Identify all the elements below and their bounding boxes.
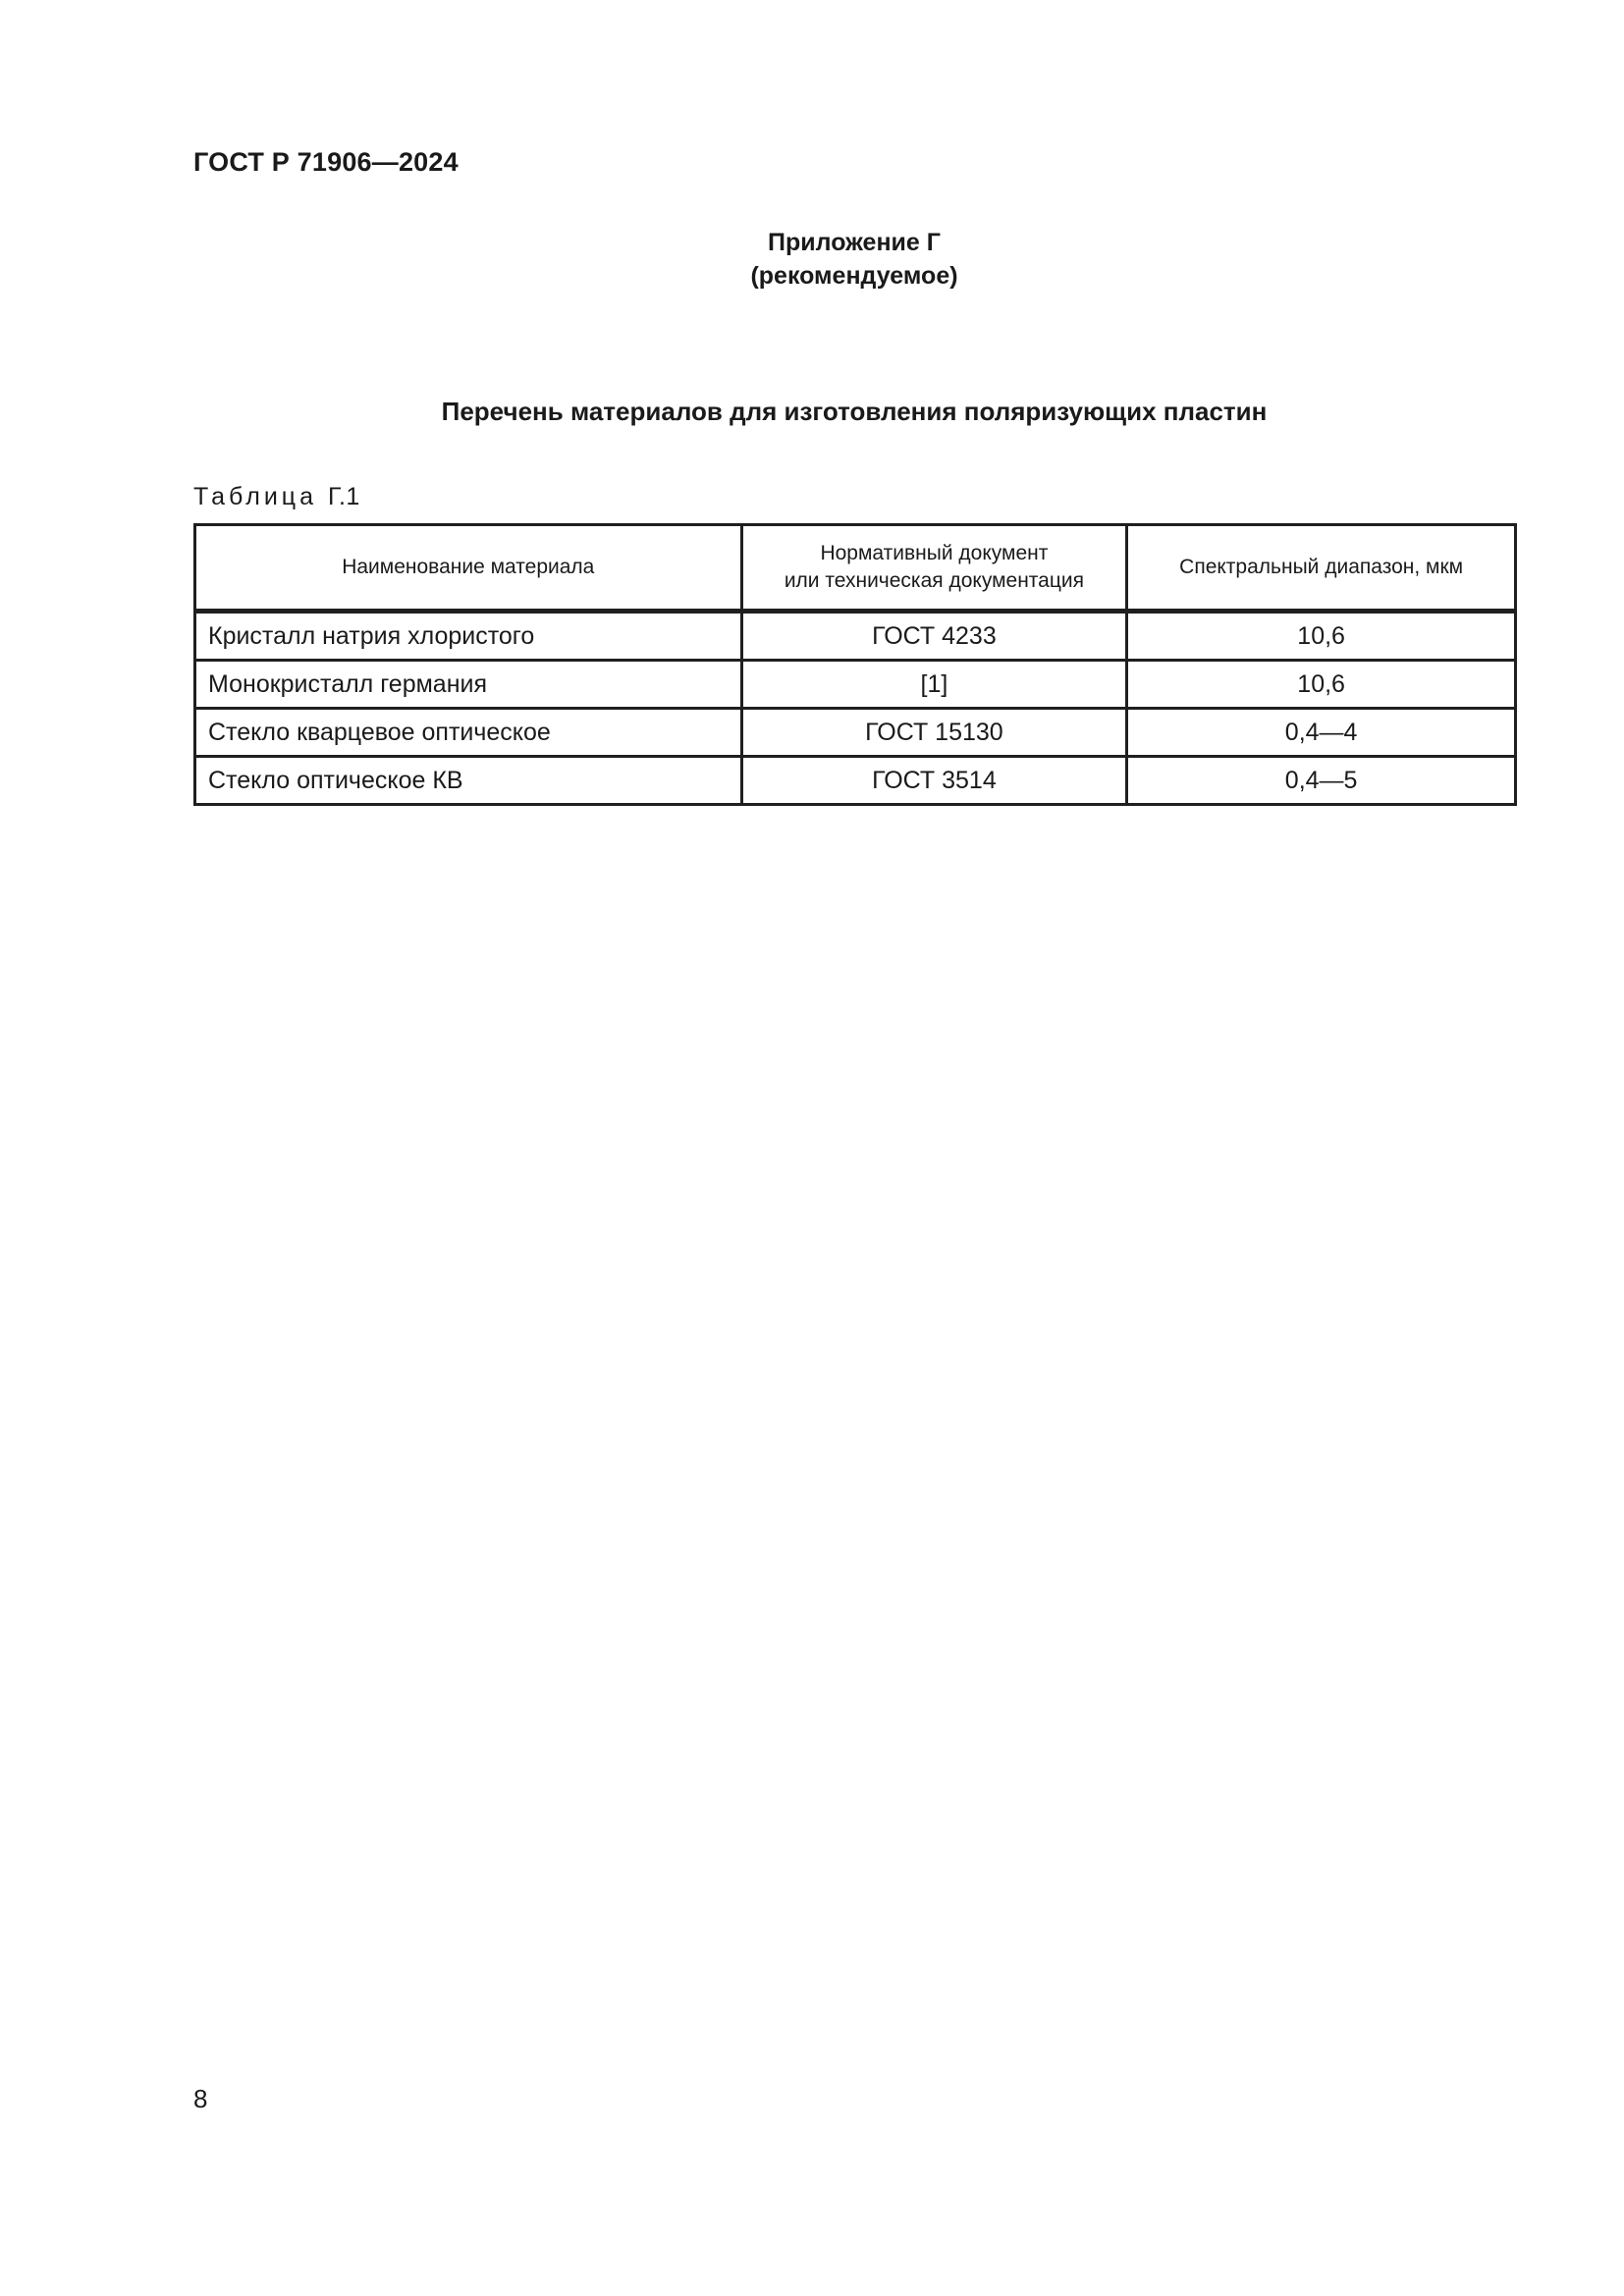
cell-material: Монокристалл германия <box>195 661 742 709</box>
cell-range: 10,6 <box>1127 661 1516 709</box>
document-standard-id: ГОСТ Р 71906—2024 <box>193 147 459 177</box>
cell-document: ГОСТ 3514 <box>741 757 1127 805</box>
appendix-heading <box>0 226 1624 293</box>
table-header-row <box>195 525 1516 612</box>
section-title: Перечень материалов для изготовления поляризующих пластин <box>441 397 1268 426</box>
column-header-document <box>741 525 1127 612</box>
column-header-document-label: Нормативный документ или техническая документация <box>784 542 1084 592</box>
cell-range: 10,6 <box>1127 612 1516 661</box>
page-number: 8 <box>193 2084 208 2113</box>
cell-material: Кристалл натрия хлористого <box>195 612 742 661</box>
table-row <box>195 757 1516 805</box>
table-caption-word: Таблица <box>193 483 318 510</box>
materials-table <box>193 523 1517 806</box>
column-header-range-label: Спектральный диапазон, мкм <box>1179 556 1464 578</box>
table-row <box>195 661 1516 709</box>
table-row <box>195 612 1516 661</box>
column-header-range <box>1127 525 1516 612</box>
cell-document: ГОСТ 15130 <box>741 709 1127 757</box>
column-header-material-label: Наименование материала <box>342 556 595 578</box>
table-caption <box>193 483 360 511</box>
appendix-status: (рекомендуемое) <box>750 262 958 290</box>
table-caption-number: Г.1 <box>327 483 360 510</box>
cell-material: Стекло оптическое КВ <box>195 757 742 805</box>
cell-material: Стекло кварцевое оптическое <box>195 709 742 757</box>
cell-document: ГОСТ 4233 <box>741 612 1127 661</box>
cell-document: [1] <box>741 661 1127 709</box>
appendix-title: Приложение Г <box>768 229 941 256</box>
column-header-material <box>195 525 742 612</box>
cell-range: 0,4—5 <box>1127 757 1516 805</box>
table-row <box>195 709 1516 757</box>
cell-range: 0,4—4 <box>1127 709 1516 757</box>
